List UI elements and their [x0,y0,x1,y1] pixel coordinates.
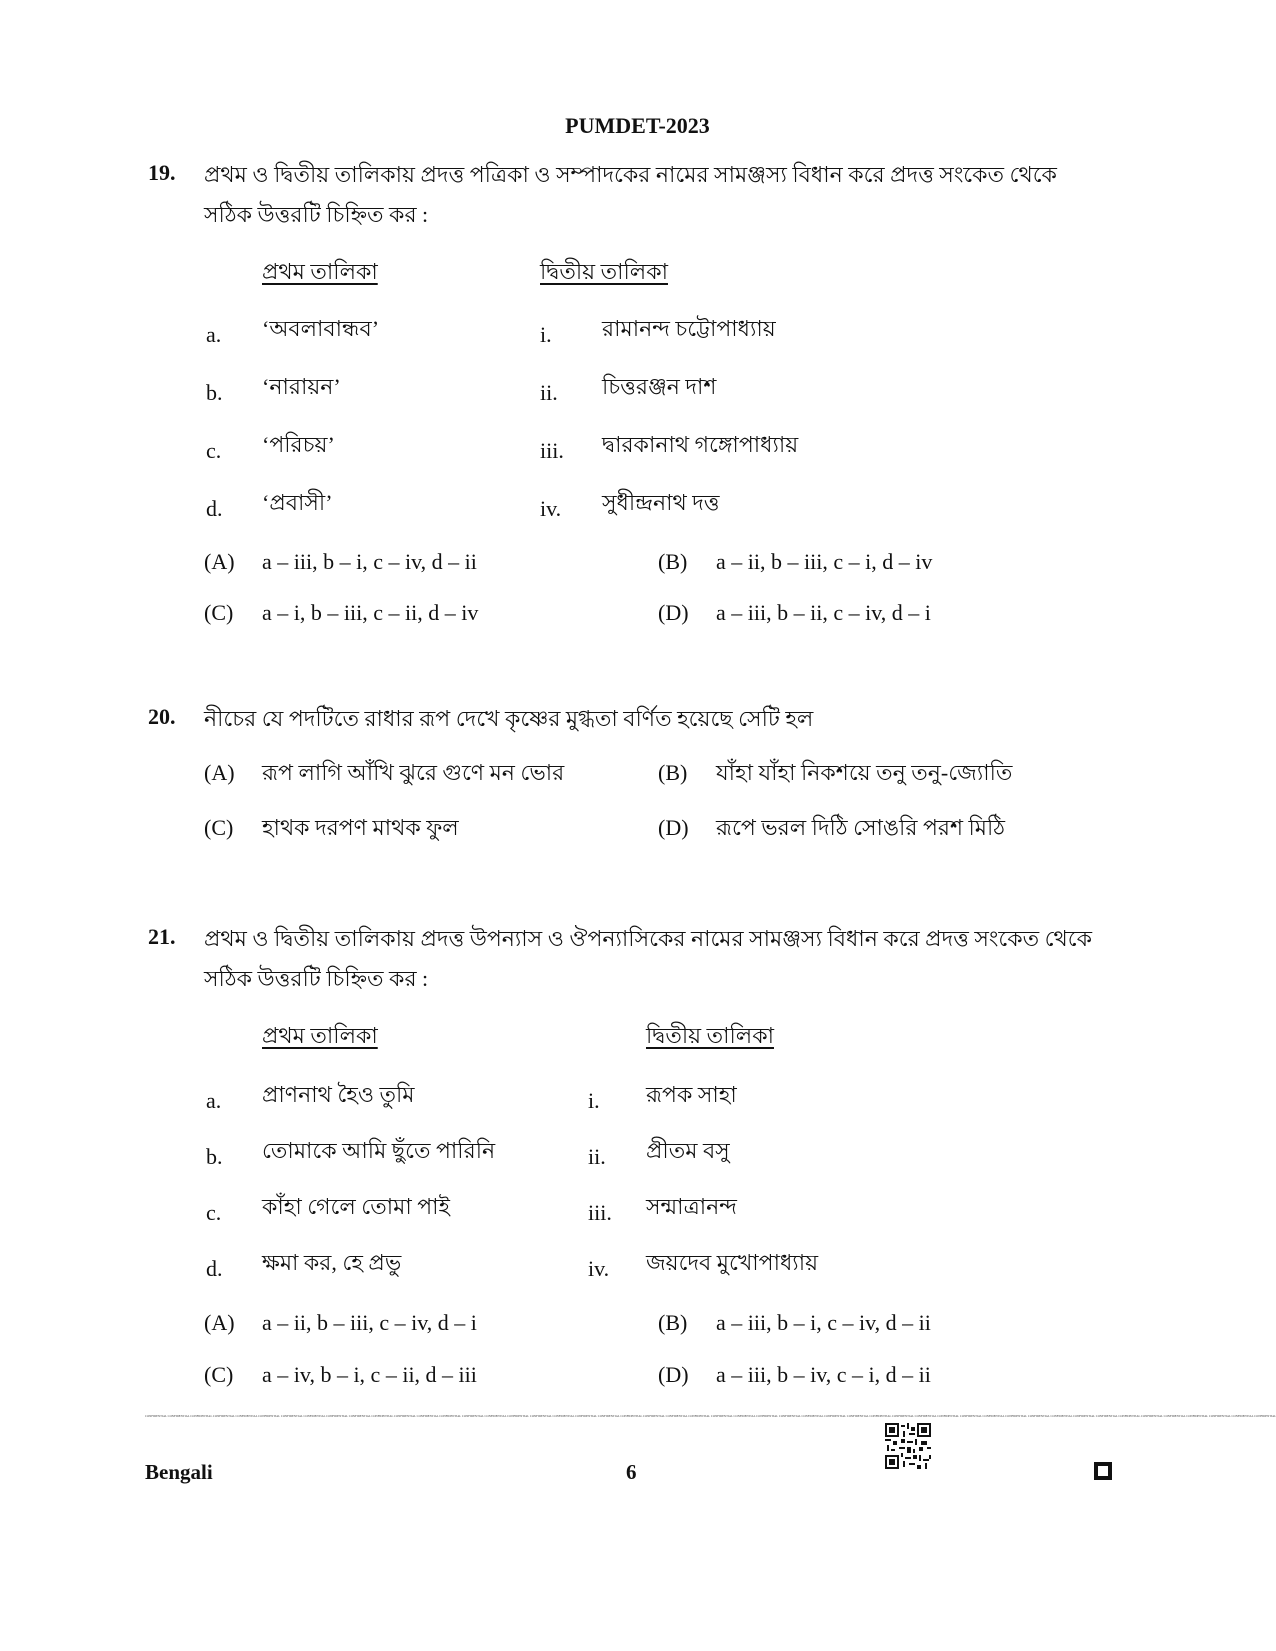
question-number: 20. [148,704,176,729]
list-heading-first: প্রথম তালিকা [262,259,378,284]
list-key: a. [206,1088,222,1113]
option-text: a – iii, b – ii, c – iv, d – i [716,600,931,625]
list-item: চিত্তরঞ্জন দাশ [602,374,717,399]
confidential-strip: CONFIDENTIAL CONFIDENTIAL CONFIDENTIAL CONFIDENTIAL CONFIDENTIAL CONFIDENTIAL CONFIDENTIAL CONFIDENTIAL CONFIDENTIAL CONFIDENTIAL CONFIDENTIAL CONFIDENTIAL CONFIDENTIAL CONFIDENTIAL CONFIDENTIAL CONFIDENTIAL CONFIDENTIAL CONFIDENTIAL CONFIDENTIAL CONFIDENTIAL CONFIDENTIAL CONFIDENTIAL CONFIDENTIAL CONFIDENTIAL CONFIDENTIAL CONFIDENTIAL CONFIDENTIAL CONFIDENTIAL CONFIDENTIAL CONFIDENTIAL CONFIDENTIAL CONFIDENTIAL CONFIDENTIAL CONFIDENTIAL CONFIDENTIAL CONFIDENTIAL CONFIDENTIAL CONFIDENTIAL CONFIDENTIAL CONFIDENTIAL CONFIDENTIAL CONFIDENTIAL CONFIDENTIAL CONFIDENTIAL CONFIDENTIAL CONFIDENTIAL CONFIDENTIAL CONFIDENTIAL CONFIDENTIAL CONFIDENTIAL [145,1414,1276,1418]
footer-subject: Bengali [145,1460,213,1484]
option-text: যাঁহা যাঁহা নিকশয়ে তনু তনু-জ্যোতি [716,760,1013,785]
list-item: দ্বারকানাথ গঙ্গোপাধ্যায় [602,432,799,457]
question-text: প্রথম ও দ্বিতীয় তালিকায় প্রদত্ত পত্রিকা ও সম্পাদকের নামের সামঞ্জস্য বিধান করে প্রদত্ত সংকেত থেকে [204,162,1057,187]
list-item: ‘অবলাবান্ধব’ [262,316,380,341]
list-key: ii. [540,380,558,405]
option-text: রূপ লাগি আঁখি ঝুরে গুণে মন ভোর [262,760,565,785]
list-key: iii. [540,438,564,463]
list-key: c. [206,438,222,463]
option-label: (B) [658,760,688,785]
corner-square-icon [1094,1462,1112,1480]
list-key: d. [206,496,223,521]
list-key: i. [540,322,552,347]
list-item: সন্মাত্রানন্দ [646,1194,737,1219]
question-number: 21. [148,924,176,949]
option-label: (C) [204,815,234,840]
question-number: 19. [148,160,176,185]
list-key: b. [206,380,223,405]
list-key: iii. [588,1200,612,1225]
option-label: (A) [204,1310,235,1335]
option-text: a – iii, b – i, c – iv, d – ii [262,549,477,574]
option-label: (B) [658,549,688,574]
list-key: b. [206,1144,223,1169]
option-text: a – iii, b – iv, c – i, d – ii [716,1362,931,1387]
option-label: (A) [204,760,235,785]
list-key: a. [206,322,222,347]
page-title: PUMDET-2023 [565,113,710,138]
list-heading-first: প্রথম তালিকা [262,1023,378,1048]
question-text: সঠিক উত্তরটি চিহ্নিত কর : [204,202,429,227]
list-item: প্রীতম বসু [646,1138,730,1163]
option-label: (B) [658,1310,688,1335]
list-item: ‘নারায়ন’ [262,374,341,399]
list-heading-second: দ্বিতীয় তালিকা [540,259,668,284]
list-key: ii. [588,1144,606,1169]
question-text: প্রথম ও দ্বিতীয় তালিকায় প্রদত্ত উপন্যাস ও ঔপন্যাসিকের নামের সামঞ্জস্য বিধান করে প্রদত্ত সংকেত থেকে [204,926,1093,951]
list-item: তোমাকে আমি ছুঁতে পারিনি [262,1138,496,1163]
option-text: a – ii, b – iii, c – i, d – iv [716,549,933,574]
option-label: (C) [204,600,234,625]
option-label: (D) [658,815,689,840]
option-text: a – ii, b – iii, c – iv, d – i [262,1310,477,1335]
option-text: a – i, b – iii, c – ii, d – iv [262,600,479,625]
option-text: রূপে ভরল দিঠি সোঙরি পরশ মিঠি [716,815,1006,840]
list-item: সুধীন্দ্রনাথ দত্ত [602,490,720,515]
list-key: d. [206,1256,223,1281]
option-text: a – iii, b – i, c – iv, d – ii [716,1310,931,1335]
list-heading-second: দ্বিতীয় তালিকা [646,1023,774,1048]
list-item: প্রাণনাথ হৈও তুমি [262,1082,415,1107]
page-number: 6 [626,1460,637,1484]
list-item: জয়দেব মুখোপাধ্যায় [646,1250,819,1275]
list-item: রামানন্দ চট্টোপাধ্যায় [602,316,776,341]
list-key: iv. [540,496,562,521]
list-item: রূপক সাহা [646,1082,737,1107]
list-item: ক্ষমা কর, হে প্রভু [262,1250,402,1275]
option-text: হাথক দরপণ মাথক ফুল [262,815,459,840]
question-text: সঠিক উত্তরটি চিহ্নিত কর : [204,966,429,991]
list-item: কাঁহা গেলে তোমা পাই [262,1194,450,1219]
option-label: (A) [204,549,235,574]
option-text: a – iv, b – i, c – ii, d – iii [262,1362,477,1387]
option-label: (C) [204,1362,234,1387]
list-item: ‘প্রবাসী’ [262,490,333,515]
question-text: নীচের যে পদটিতে রাধার রূপ দেখে কৃষ্ণের মুগ্ধতা বর্ণিত হয়েছে সেটি হল [204,706,814,731]
list-key: iv. [588,1256,610,1281]
option-label: (D) [658,1362,689,1387]
option-label: (D) [658,600,689,625]
list-item: ‘পরিচয়’ [262,432,335,457]
list-key: c. [206,1200,222,1225]
qr-code-icon [885,1423,931,1469]
list-key: i. [588,1088,600,1113]
